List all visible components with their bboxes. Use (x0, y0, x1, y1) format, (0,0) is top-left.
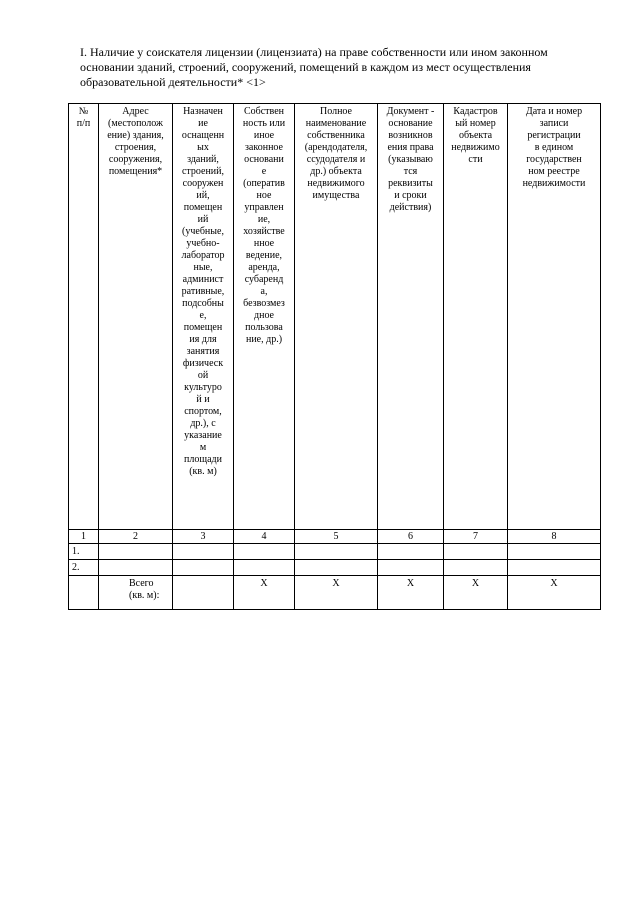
header-ownership: Собствен ность или иное законное основани е (оператив ное управлен ие, хозяйстве нное ведение, аренда, субаренд а, безвозмез дное пользова ние, др.) (234, 104, 295, 530)
column-number: 4 (234, 530, 295, 544)
table-cell[interactable] (508, 544, 601, 560)
row-number: 1. (69, 544, 99, 560)
heading-line-2: основании зданий, строений, сооружений, помещений в каждом из мест осуществления (80, 60, 531, 74)
table-cell[interactable] (234, 560, 295, 576)
header-cadastral: Кадастров ый номер объекта недвижимо сти (444, 104, 508, 530)
table-cell[interactable] (173, 560, 234, 576)
total-x-mark: X (444, 576, 508, 610)
total-x-mark: X (234, 576, 295, 610)
table-cell[interactable] (444, 544, 508, 560)
header-owner-name: Полное наименование собственника (арендодателя, ссудодателя и др.) объекта недвижимого имущества (295, 104, 378, 530)
table-cell[interactable] (99, 544, 173, 560)
table-cell[interactable] (444, 560, 508, 576)
total-area-cell[interactable] (173, 576, 234, 610)
heading-line-3: образовательной деятельности* <1> (80, 75, 266, 89)
table-cell[interactable] (508, 560, 601, 576)
total-label: Всего (кв. м): (99, 576, 173, 610)
heading-line-1: I. Наличие у соискателя лицензии (лицензиата) на праве собственности или ином законном (80, 45, 548, 59)
table-cell[interactable] (173, 544, 234, 560)
table-row (69, 544, 601, 560)
section-heading (80, 45, 600, 90)
table-row (69, 560, 601, 576)
table-cell[interactable] (378, 560, 444, 576)
column-number: 7 (444, 530, 508, 544)
table-cell[interactable] (99, 560, 173, 576)
header-purpose: Назначен ие оснащенн ых зданий, строений, сооружен ий, помещен ий (учебные, учебно- лаборатор ные, админист ративные, подсобны е, помещен ия для занятия физическ ой культуро й и спортом, др.), с указание м площади (кв. м) (173, 104, 234, 530)
total-x-mark: X (295, 576, 378, 610)
column-number: 2 (99, 530, 173, 544)
table-cell (69, 576, 99, 610)
total-row (69, 576, 601, 610)
table-cell[interactable] (234, 544, 295, 560)
total-x-mark: X (378, 576, 444, 610)
column-number: 6 (378, 530, 444, 544)
premises-table (68, 103, 601, 610)
total-x-mark: X (508, 576, 601, 610)
header-number: № п/п (69, 104, 99, 530)
row-number: 2. (69, 560, 99, 576)
column-number: 8 (508, 530, 601, 544)
header-document: Документ - основание возникнов ения права (указываю тся реквизиты и сроки действия) (378, 104, 444, 530)
header-registration: Дата и номер записи регистрации в едином государствен ном реестре недвижимости (508, 104, 601, 530)
table-cell[interactable] (295, 560, 378, 576)
column-number: 3 (173, 530, 234, 544)
header-address: Адрес (местополож ение) здания, строения, сооружения, помещения* (99, 104, 173, 530)
column-number: 5 (295, 530, 378, 544)
table-cell[interactable] (295, 544, 378, 560)
table-cell[interactable] (378, 544, 444, 560)
column-number-row (69, 530, 601, 544)
header-row (69, 104, 601, 530)
column-number: 1 (69, 530, 99, 544)
